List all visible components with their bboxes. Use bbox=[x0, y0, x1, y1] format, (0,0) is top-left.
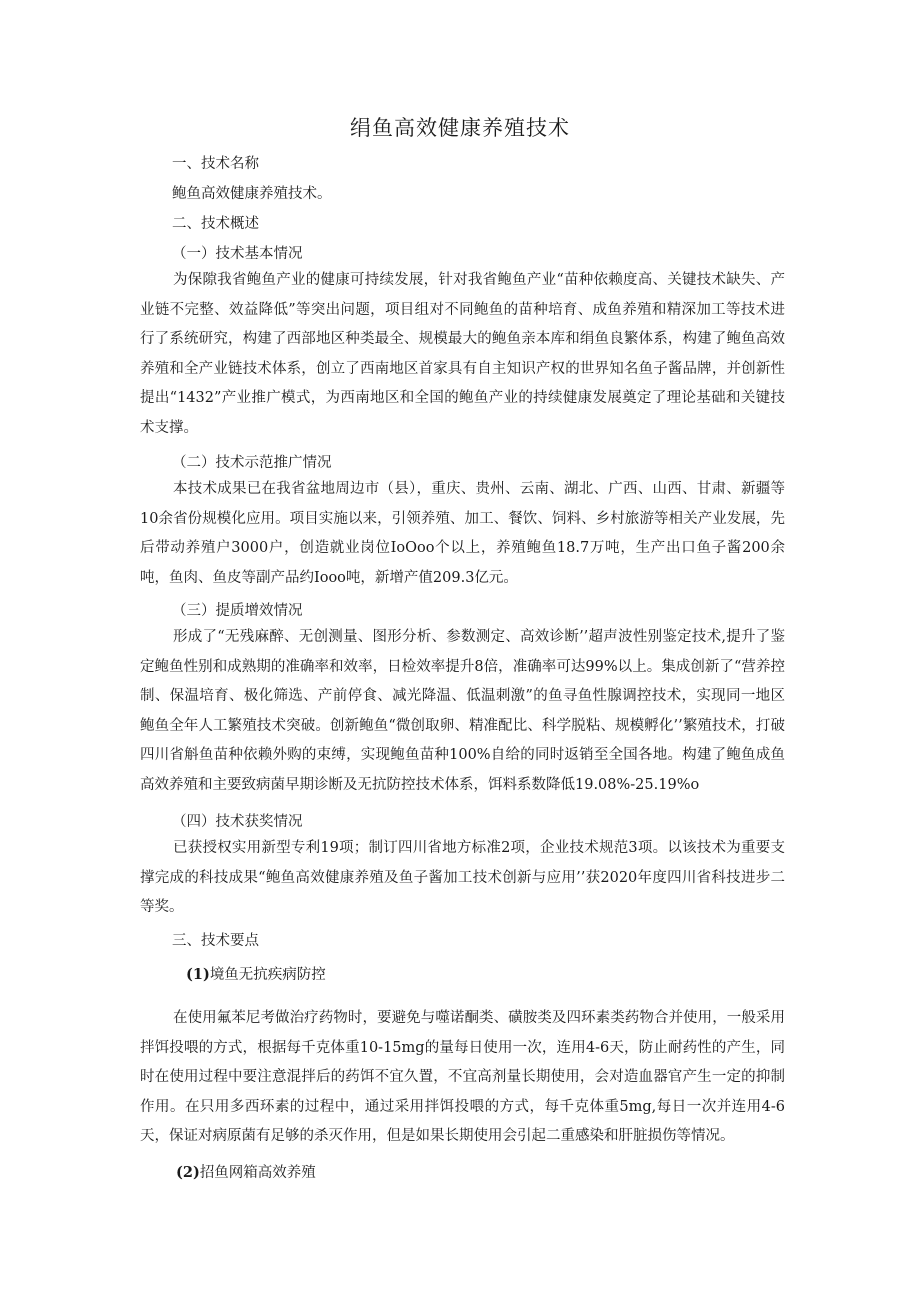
subsection-3-1-number: (1) bbox=[186, 966, 210, 983]
subsection-3-1-body: 在使用氟苯尼考做治疗药物时，要避免与噬诺酮类、磺胺类及四环素类药物合并使用，一般采用拌饵投喂的方式，根据每千克体重10-15mg的量每日使用一次，连用4-6天，防止耐药性的产生，同时在使用过程中要注意混拌后的药饵不宜久置，不宜高剂量长期使用，会对造血器官产生一定的抑制作用。在只用多西环素的过程中，通过采用拌饵投喂的方式，每千克体重5mg,每日一次并连用4-6天，保证对病原菌有足够的杀灭作用，但是如果长期使用会引起二重感染和肝脏损伤等情况。 bbox=[140, 1010, 785, 1145]
subsection-2-4-heading: （四）技术获奖情况 bbox=[172, 814, 303, 830]
subsection-2-4-body: 已获授权实用新型专利19项；制订四川省地方标准2项，企业技术规范3项。以该技术为重要支撑完成的科技成果“鲍鱼高效健康养殖及鱼子酱加工技术创新与应用’’获2020年度四川省科技进步二等奖。 bbox=[140, 840, 785, 916]
subsection-2-1-heading: （一）技术基本情况 bbox=[172, 246, 303, 262]
subsection-3-1-heading bbox=[186, 965, 326, 985]
document-title: 绢鱼高效健康养殖技术 bbox=[350, 116, 570, 140]
subsection-2-2-body: 本技术成果已在我省盆地周边市（县），重庆、贵州、云南、湖北、广西、山西、甘肃、新疆等10余省份规模化应用。项目实施以来，引领养殖、加工、餐饮、饲料、乡村旅游等相关产业发展，先后带动养殖户3000户，创造就业岗位IoOoo个以上，养殖鲍鱼18.7万吨，生产出口鱼子酱200余吨，鱼肉、鱼皮等副产品约Iooo吨，新增产值209.3亿元。 bbox=[140, 481, 785, 586]
subsection-2-2-heading: （二）技术示范推广情况 bbox=[172, 455, 332, 471]
subsection-2-1-body: 为保隙我省鲍鱼产业的健康可持续发展，针对我省鲍鱼产业“苗种依赖度高、关键技术缺失、产业链不完整、效益降低”等突出问题，项目组对不同鲍鱼的苗种培育、成鱼养殖和精深加工等技术进行了系统研究，构建了西部地区种类最全、规模最大的鲍鱼亲本库和绢鱼良繁体系，构建了鲍鱼高效养殖和全产业链技术体系，创立了西南地区首家具有自主知识产权的世界知名鱼子酱品牌，并创新性提出“1432”产业推广模式，为西南地区和全国的鲍鱼产业的持续健康发展奠定了理论基础和关键技术支撑。 bbox=[140, 272, 785, 436]
subsection-3-2-number: (2) bbox=[176, 1164, 200, 1181]
section-1-heading: 一、技术名称 bbox=[172, 156, 259, 172]
section-3-heading: 三、技术要点 bbox=[172, 933, 259, 949]
subsection-2-3-body: 形成了“无残麻醉、无创测量、图形分析、参数测定、高效诊断’’超声波性别鉴定技术,提升了鉴定鲍鱼性别和成熟期的准确率和效率，日检效率提升8倍，准确率可达99%以上。集成创新了“营养控制、保温培育、极化筛选、产前停食、减光降温、低温刺激”的鱼寻鱼性腺调控技术，实现同一地区鲍鱼全年人工繁殖技术突破。创新鲍鱼“微创取卵、精准配比、科学脱粘、规模孵化’’繁殖技术，打破四川省斛鱼苗种依赖外购的束缚，实现鲍鱼苗种100%自给的同时返销至全国各地。构建了鲍鱼成鱼高效养殖和主要致病菌早期诊断及无抗防控技术体系，饵料系数降低19.08%-25.19%o bbox=[140, 629, 785, 793]
subsection-3-2-label: 招鱼网箱高效养殖 bbox=[199, 1165, 316, 1181]
section-1-body: 鲍鱼高效健康养殖技术。 bbox=[172, 186, 332, 202]
subsection-2-3-heading: （三）提质增效情况 bbox=[172, 603, 303, 619]
subsection-3-2-heading bbox=[176, 1163, 316, 1183]
section-2-heading: 二、技术概述 bbox=[172, 216, 259, 232]
subsection-3-1-label: 境鱼无抗疾病防控 bbox=[209, 967, 326, 983]
